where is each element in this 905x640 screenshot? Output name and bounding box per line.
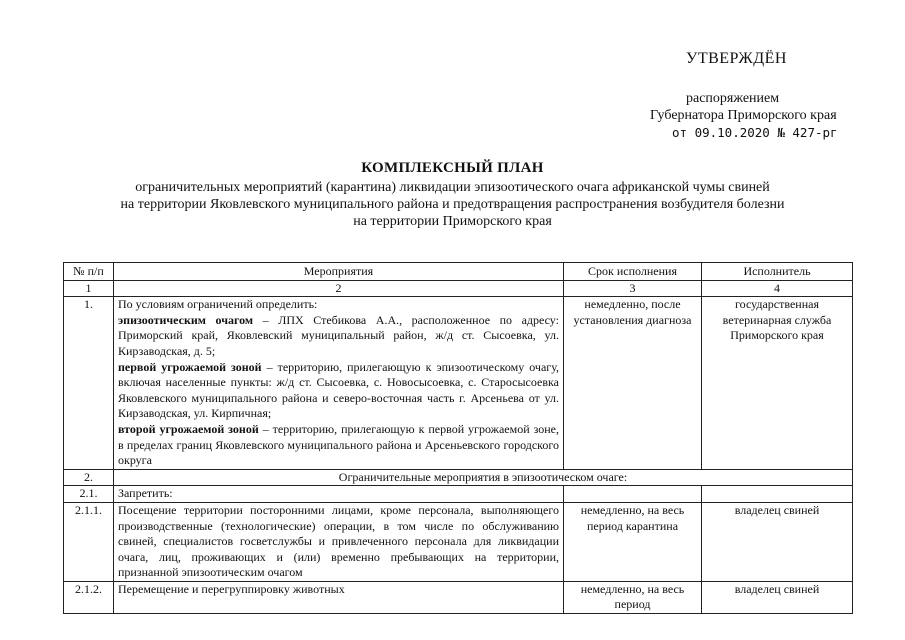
table-header-row [64,263,853,281]
plan-table [63,262,853,614]
header-term: Срок исполнения [564,263,702,281]
row-number: 2.1. [64,486,114,503]
row-number: 1. [64,297,114,470]
approval-line-order: распоряжением [686,91,780,106]
row-executor: владелец свиней [702,581,853,613]
col-number: 1 [64,280,114,297]
subsection-heading: Запретить: [114,486,564,503]
row-executor: владелец свиней [702,502,853,581]
row-number: 2.1.1. [64,502,114,581]
table-row [64,486,853,503]
row-measure [114,297,564,470]
row1-focus-text: – ЛПХ Стебикова А.А., расположенное по адресу: Приморский край, Яковлевский муниципальный район, ж/д ст. Сысоевка, ул. Кирзаводская, д. 5; [118,312,559,358]
approval-title: УТВЕРЖДЁН [686,50,787,67]
row-executor [702,486,853,503]
row-number: 2. [64,469,114,486]
row-executor: государственная ветеринарная служба Приморского края [702,297,853,470]
plan-title: КОМПЛЕКСНЫЙ ПЛАН [361,160,544,176]
col-number: 3 [564,280,702,297]
row-measure: Посещение территории посторонними лицами, кроме персонала, выполняющего производственные (технологические) операции, в том числе по обслуживанию свиней, специалистов госветслужбы и привлеченного персонала для ликвидации очага, лиц, проживающих и (или) временно пребывающих на территории, признанной эпизоотическим очагом [114,502,564,581]
row1-intro: По условиям ограничений определить: [118,297,318,312]
plan-subtitle-line: на территории Приморского края [353,214,552,229]
table-row [64,502,853,581]
column-number-row [64,280,853,297]
table-row [64,469,853,486]
approval-line-governor: Губернатора Приморского края [650,108,837,123]
approval-line-date: от 09.10.2020 № 427-рг [672,125,838,140]
row-number: 2.1.2. [64,581,114,613]
col-number: 2 [114,280,564,297]
section-heading: Ограничительные мероприятия в эпизоотическом очаге: [114,469,853,486]
row1-focus-label: эпизоотическим очагом [118,312,254,327]
col-number: 4 [702,280,853,297]
row1-zone1-text: – территорию, прилегающую к эпизоотическому очагу, включая населенные пункты: ж/д ст. Сысоевка, с. Новосысоевка, с. Старосысоевка Яковлевского муниципального района и северо-восточная часть г. Арсеньева от ул. Кирзаводская, ул. Кирпичная; [118,359,559,421]
row1-zone2-label: второй угрожаемой зоной [118,421,259,436]
row1-zone2-text: – территорию, прилегающую к первой угрожаемой зоне, в пределах границ Яковлевского муниципального района и Арсеньевского городского округа [118,421,560,468]
header-number: № п/п [64,263,114,281]
header-executor: Исполнитель [702,263,853,281]
row-term: немедленно, после установления диагноза [564,297,702,470]
header-measures: Мероприятия [114,263,564,281]
row-term [564,486,702,503]
row-measure: Перемещение и перегруппировку животных [114,581,564,613]
table-row [64,297,853,470]
row-term: немедленно, на весь период карантина [564,502,702,581]
plan-subtitle-line: на территории Яковлевского муниципального района и предотвращения распространения возбудителя болезни [120,197,785,212]
plan-subtitle-line: ограничительных мероприятий (карантина) ликвидации эпизоотического очага африканской чумы свиней [135,180,770,195]
plan-heading [0,160,905,230]
row-term: немедленно, на весь период [564,581,702,613]
row1-zone1-label: первой угрожаемой зоной [118,359,262,374]
table-row [64,581,853,613]
